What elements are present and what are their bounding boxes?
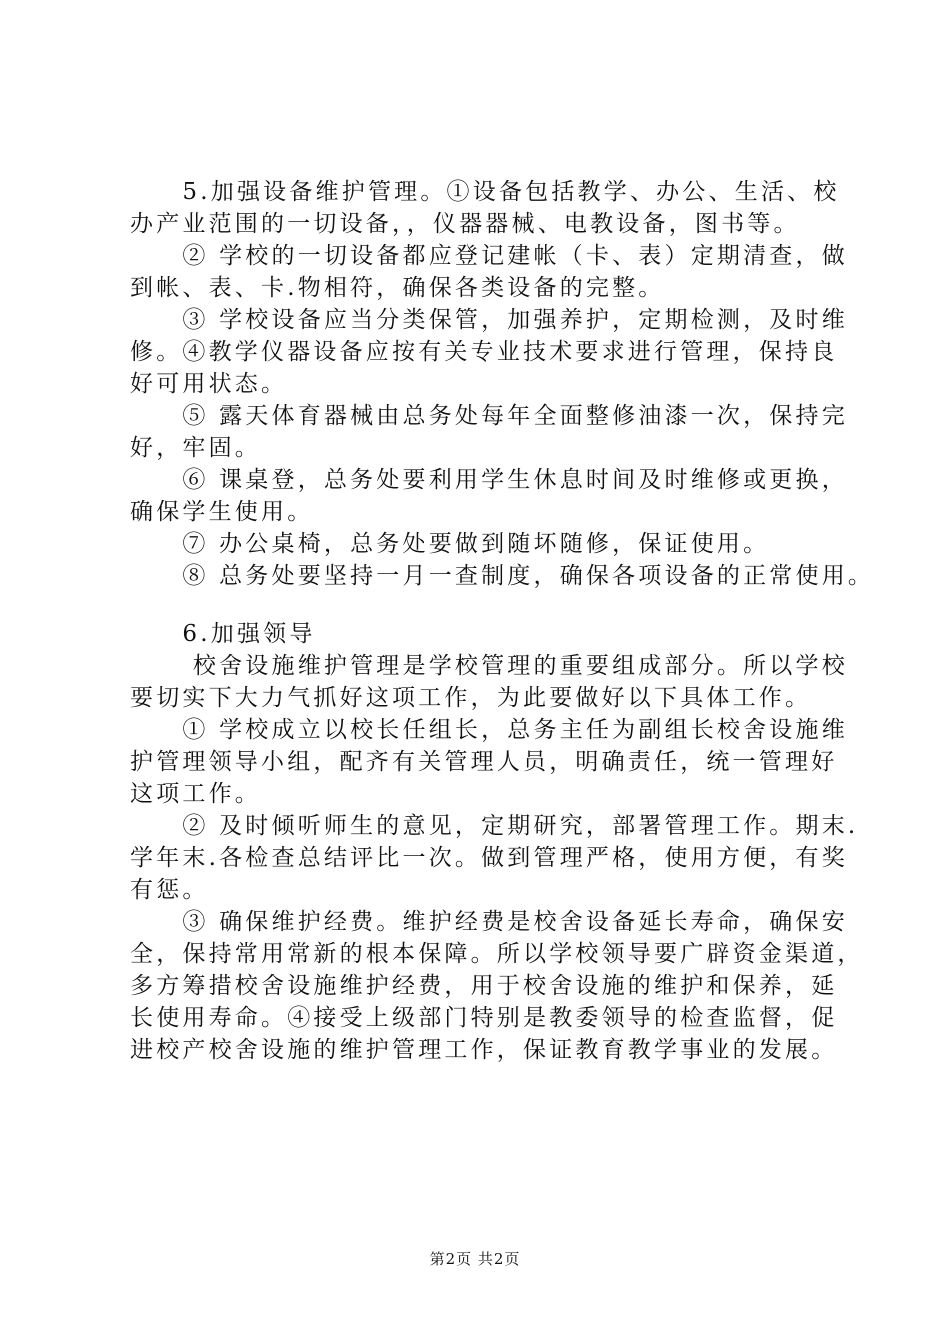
text-line: ⑦ 办公桌椅，总务处要做到随坏随修，保证使用。 — [130, 531, 770, 557]
text-line: 长使用寿命。④接受上级部门特别是教委领导的检查监督，促 — [130, 1005, 838, 1031]
text-line: 5.加强设备维护管理。①设备包括教学、办公、生活、校 — [130, 179, 840, 205]
text-line: 护管理领导小组，配齐有关管理人员，明确责任，统一管理好 — [130, 749, 838, 775]
text-line: ② 及时倾听师生的意见，定期研究，部署管理工作。期末. — [130, 813, 859, 839]
text-line: 确保学生使用。 — [130, 499, 314, 525]
text-line: 进校产校舍设施的维护管理工作，保证教育教学事业的发展。 — [130, 1037, 838, 1063]
text-line: ⑤ 露天体育器械由总务处每年全面整修油漆一次，保持完 — [130, 403, 848, 429]
text-line: ⑧ 总务处要坚持一月一查制度，确保各项设备的正常使用。 — [130, 563, 875, 589]
text-line: 有惩。 — [130, 877, 209, 903]
text-line: 到帐、表、卡.物相符，确保各类设备的完整。 — [130, 275, 665, 301]
section-heading: 6.加强领导 — [130, 621, 316, 647]
text-line: 修。④教学仪器设备应按有关专业技术要求进行管理，保持良 — [130, 339, 838, 365]
text-line: ⑥ 课桌登，总务处要利用学生休息时间及时维修或更换， — [130, 467, 848, 493]
text-line: 全，保持常用常新的根本保障。所以学校领导要广辟资金渠道， — [130, 941, 864, 967]
text-line: ③ 学校设备应当分类保管，加强养护，定期检测，及时维 — [130, 307, 848, 333]
text-line: 要切实下大力气抓好这项工作，为此要做好以下具体工作。 — [130, 685, 812, 711]
text-line: 学年末.各检查总结评比一次。做到管理严格，使用方便，有奖 — [130, 845, 848, 871]
text-line: 好，牢固。 — [130, 435, 261, 461]
text-line: 校舍设施维护管理是学校管理的重要组成部分。所以学校 — [130, 653, 848, 679]
page-number-footer: 第2页 共2页 — [429, 1250, 521, 1268]
text-line: 办产业范围的一切设备，，仪器器械、电教设备，图书等。 — [130, 211, 800, 237]
text-line: 好可用状态。 — [130, 371, 288, 397]
text-line: 多方筹措校舍设施维护经费，用于校舍设施的维护和保养，延 — [130, 973, 838, 999]
text-line: ② 学校的一切设备都应登记建帐（卡、表）定期清查，做 — [130, 243, 848, 269]
text-line: 这项工作。 — [130, 781, 261, 807]
text-line: ① 学校成立以校长任组长，总务主任为副组长校舍设施维 — [130, 717, 848, 743]
text-line: ③ 确保维护经费。维护经费是校舍设备延长寿命，确保安 — [130, 909, 848, 935]
